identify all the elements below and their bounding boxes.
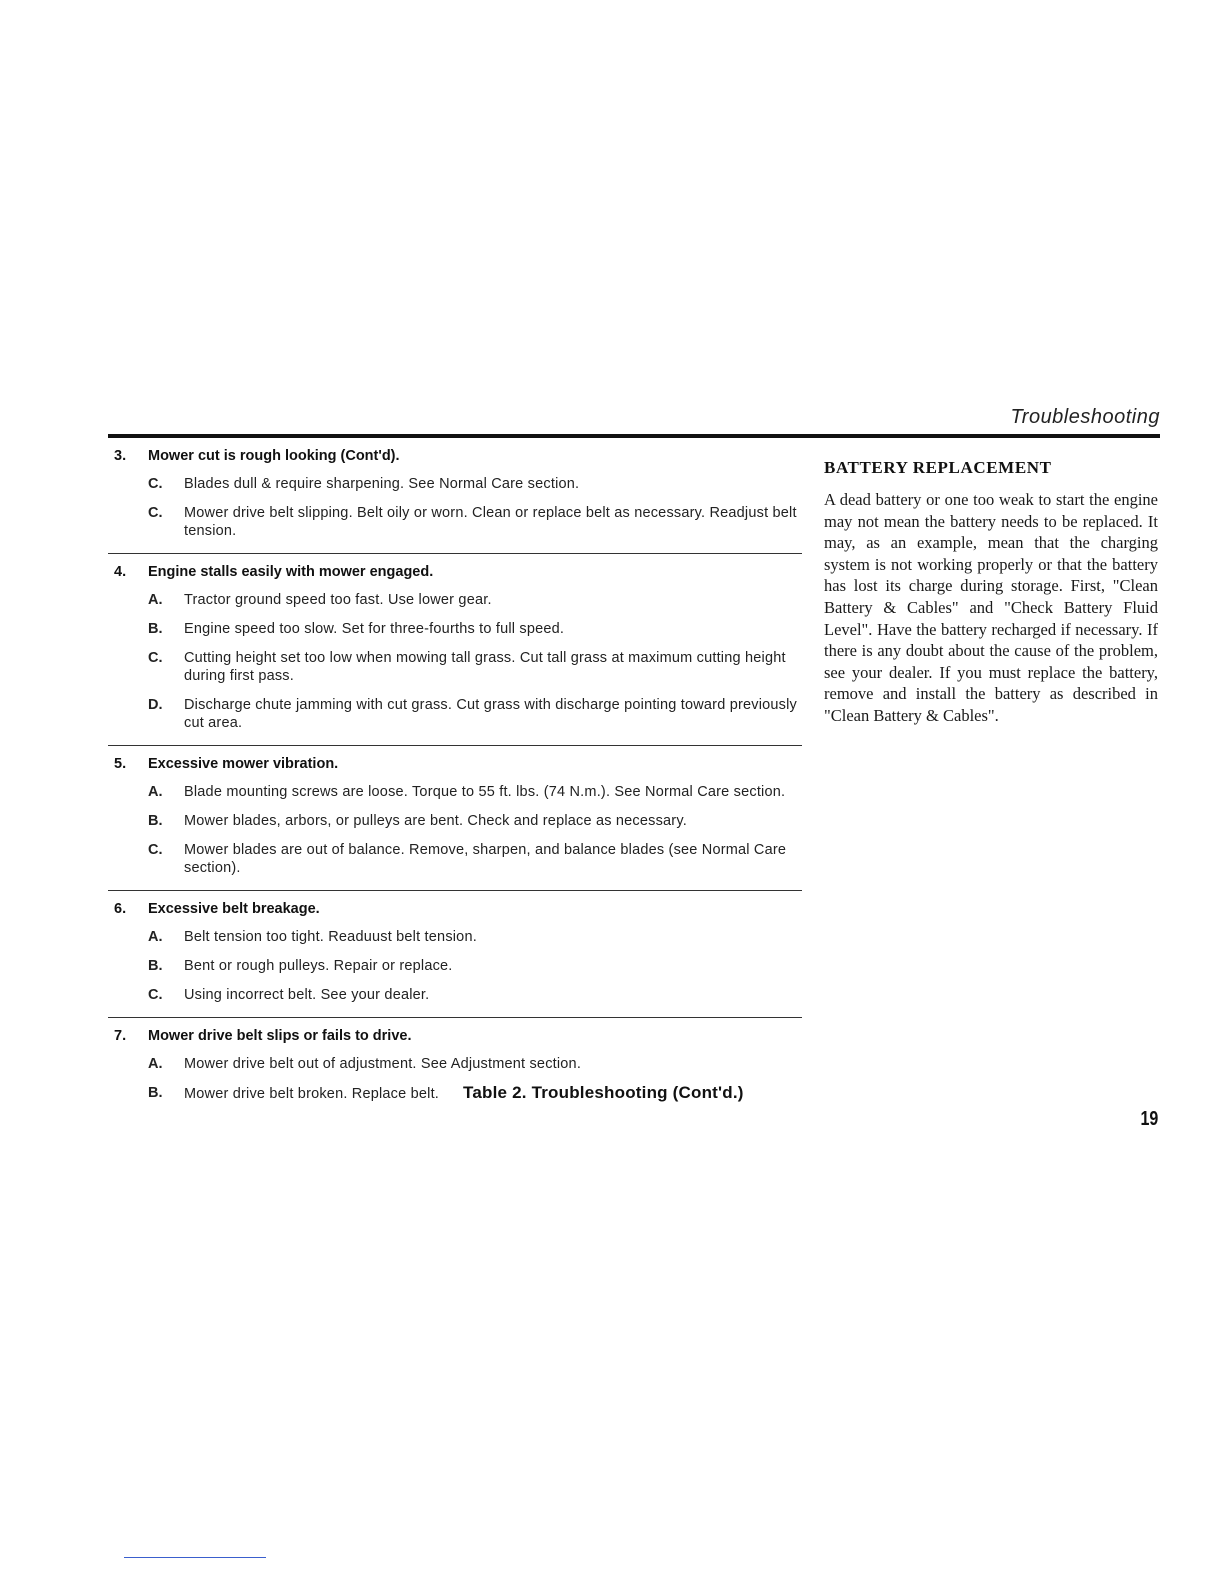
problem-6	[108, 899, 802, 1018]
problem-title: Excessive belt breakage.	[148, 901, 320, 917]
cause-text-content: Mower drive belt broken. Replace belt.	[184, 1086, 440, 1102]
table-caption: Table 2. Troubleshooting (Cont'd.)	[463, 1083, 744, 1102]
cause-text: Cutting height set too low when mowing tall grass. Cut tall grass at maximum cutting height during first pass.	[184, 650, 786, 684]
cause-item	[108, 783, 802, 801]
problem-7	[108, 1026, 802, 1116]
cause-letter: B.	[148, 813, 163, 829]
cause-letter: C.	[148, 842, 163, 858]
cause-letter: C.	[148, 650, 163, 666]
problem-title: Excessive mower vibration.	[148, 756, 339, 772]
problem-3	[108, 446, 802, 554]
cause-letter: C.	[148, 505, 163, 521]
problem-heading	[108, 754, 802, 774]
cause-item	[108, 841, 802, 877]
problem-heading	[108, 562, 802, 582]
cause-text: Blades dull & require sharpening. See Normal Care section.	[184, 476, 580, 492]
cause-item	[108, 504, 802, 540]
problem-number: 3.	[114, 448, 127, 464]
cause-letter: C.	[148, 476, 163, 492]
cause-text: Mower drive belt slipping. Belt oily or worn. Clean or replace belt as necessary. Readjust belt tension.	[184, 505, 797, 539]
cause-list	[108, 928, 802, 1004]
cause-item	[108, 475, 802, 493]
problem-number: 4.	[114, 564, 127, 580]
cause-item	[108, 620, 802, 638]
cause-text: Tractor ground speed too fast. Use lower gear.	[184, 592, 492, 608]
problem-title: Engine stalls easily with mower engaged.	[148, 564, 434, 580]
cause-item	[108, 1055, 802, 1073]
cause-text: Blade mounting screws are loose. Torque to 55 ft. lbs. (74 N.m.). See Normal Care section.	[184, 784, 786, 800]
cause-item	[108, 696, 802, 732]
cause-letter: B.	[148, 958, 163, 974]
cause-text: Belt tension too tight. Readuust belt tension.	[184, 929, 477, 945]
cause-list	[108, 783, 802, 877]
header-rule	[108, 434, 1160, 438]
problem-heading	[108, 1026, 802, 1046]
cause-letter: D.	[148, 697, 163, 713]
cause-list	[108, 1055, 802, 1103]
page-number: 19	[1140, 1108, 1158, 1130]
problem-number: 7.	[114, 1028, 127, 1044]
cause-text: Engine speed too slow. Set for three-fourths to full speed.	[184, 621, 565, 637]
cause-letter: B.	[148, 621, 163, 637]
cause-item	[108, 986, 802, 1004]
cause-item	[108, 1084, 802, 1103]
cause-letter: A.	[148, 1056, 163, 1072]
problem-title: Mower drive belt slips or fails to drive.	[148, 1028, 412, 1044]
cause-letter: C.	[148, 987, 163, 1003]
cause-letter: A.	[148, 784, 163, 800]
cause-item	[108, 957, 802, 975]
problem-4	[108, 562, 802, 746]
problem-title: Mower cut is rough looking (Cont'd).	[148, 448, 400, 464]
cause-text: Using incorrect belt. See your dealer.	[184, 987, 430, 1003]
cause-text: Mower blades are out of balance. Remove, sharpen, and balance blades (see Normal Care section).	[184, 842, 787, 876]
footer-link-underline	[124, 1557, 266, 1558]
battery-replacement-section	[824, 458, 1158, 727]
cause-text	[184, 1084, 802, 1103]
cause-letter: A.	[148, 929, 163, 945]
problem-heading	[108, 446, 802, 466]
section-title: Troubleshooting	[1010, 406, 1160, 428]
cause-text: Mower drive belt out of adjustment. See Adjustment section.	[184, 1056, 582, 1072]
cause-item	[108, 928, 802, 946]
sidebar-heading: BATTERY REPLACEMENT	[824, 458, 1052, 477]
troubleshooting-table	[108, 446, 802, 1124]
problem-number: 5.	[114, 756, 127, 772]
cause-letter: B.	[148, 1085, 163, 1101]
problem-5	[108, 754, 802, 891]
cause-item	[108, 591, 802, 609]
cause-list	[108, 591, 802, 732]
cause-item	[108, 649, 802, 685]
sidebar-body: A dead battery or one too weak to start the engine may not mean the battery needs to be replaced. It may, as an example, mean that the charging system is not working properly or that the battery has lost its charge during storage. First, "Clean Battery & Cables" and "Check Battery Fluid Level". Have the battery recharged if necessary. If there is any doubt about the cause of the problem, see your dealer. If you must replace the battery, remove and install the battery as described in "Clean Battery & Cables".	[824, 490, 1158, 725]
cause-list	[108, 475, 802, 540]
cause-text: Mower blades, arbors, or pulleys are bent. Check and replace as necessary.	[184, 813, 687, 829]
cause-text: Bent or rough pulleys. Repair or replace.	[184, 958, 453, 974]
cause-text: Discharge chute jamming with cut grass. Cut grass with discharge pointing toward previously cut area.	[184, 697, 797, 731]
problem-number: 6.	[114, 901, 127, 917]
cause-item	[108, 812, 802, 830]
cause-letter: A.	[148, 592, 163, 608]
problem-heading	[108, 899, 802, 919]
